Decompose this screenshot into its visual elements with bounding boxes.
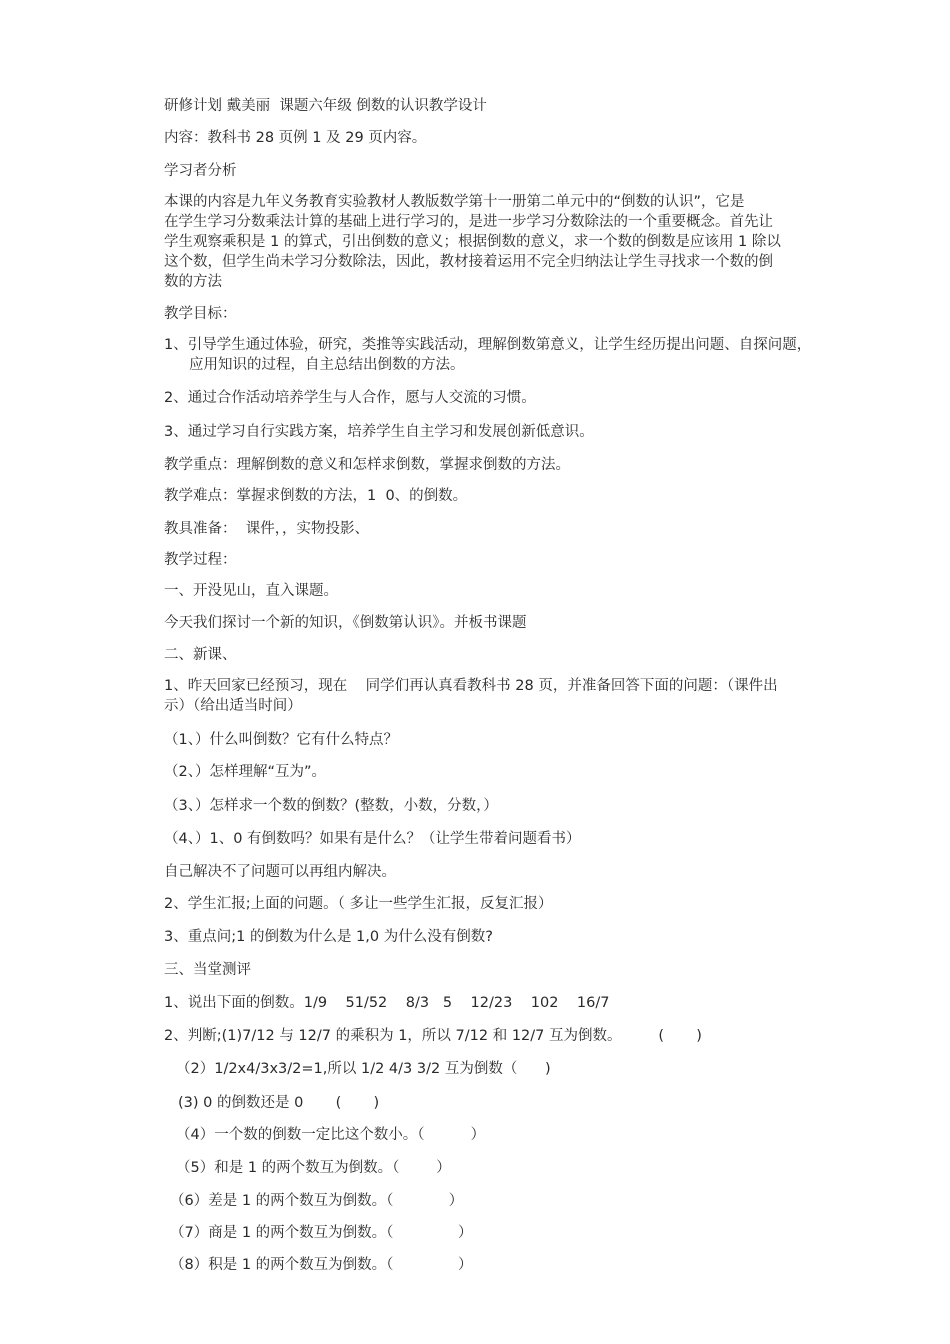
goal-1: 1、引导学生通过体验，研究，类推等实践活动，理解倒数第意义，让学生经历提出问题、自探问题， <box>164 337 812 353</box>
test-2-1: 2、判断;(1)7/12 与 12/7 的乘积为 1，所以 7/12 和 12/7 互为倒数。 ( ) <box>164 1028 702 1044</box>
content-reference: 内容：教科书 28 页例 1 及 29 页内容。 <box>164 130 427 146</box>
learner-analysis-line: 这个数，但学生尚未学习分数除法，因此，教材接着运用不完全归纳法让学生寻找求一个数的倒 <box>164 254 773 270</box>
self-solve-note: 自己解决不了问题可以再组内解决。 <box>164 864 396 880</box>
goal-1-continued: 应用知识的过程，自主总结出倒数的方法。 <box>189 357 465 373</box>
question-3: （3、）怎样求一个数的倒数？(整数，小数，分数，） <box>164 798 498 814</box>
test-2-3: (3) 0 的倒数还是 0 ( ) <box>178 1095 380 1111</box>
learner-analysis-line: 学生观察乘积是 1 的算式，引出倒数的意义；根据倒数的意义，求一个数的倒数是应该用 1 除以 <box>164 234 781 250</box>
learner-analysis-line: 数的方法 <box>164 274 222 290</box>
question-1: （1、）什么叫倒数？它有什么特点？ <box>164 732 398 748</box>
question-4: （4、）1、0 有倒数吗？如果有是什么？（让学生带着问题看书） <box>164 831 581 847</box>
learner-analysis-line: 本课的内容是九年义务教育实验教材人教版数学第十一册第二单元中的“倒数的认识”，它是 <box>164 194 745 210</box>
test-2-2: （2）1/2x4/3x3/2=1,所以 1/2 4/3 3/2 互为倒数（ ) <box>176 1061 551 1077</box>
step-1-text: 今天我们探讨一个新的知识，《倒数第认识》。并板书课题 <box>164 615 527 631</box>
step-2-item-1-continued: 示）（给出适当时间） <box>164 698 302 714</box>
goals-heading: 教学目标： <box>164 306 237 322</box>
learner-analysis-heading: 学习者分析 <box>164 163 237 179</box>
test-2-6: （6）差是 1 的两个数互为倒数。（ ） <box>170 1193 464 1209</box>
goal-2: 2、通过合作活动培养学生与人合作，愿与人交流的习惯。 <box>164 390 536 406</box>
key-point: 教学重点：理解倒数的意义和怎样求倒数，掌握求倒数的方法。 <box>164 457 570 473</box>
goal-3: 3、通过学习自行实践方案，培养学生自主学习和发展创新低意识。 <box>164 424 594 440</box>
step-2-item-1: 1、昨天回家已经预习，现在 同学们再认真看教科书 28 页，并准备回答下面的问题：（课件出 <box>164 678 778 694</box>
test-2-8: （8）积是 1 的两个数互为倒数。（ ） <box>170 1257 473 1273</box>
step-3-heading: 三、当堂测评 <box>164 962 251 978</box>
process-heading: 教学过程： <box>164 552 237 568</box>
teaching-tools: 教具准备： 课件，，实物投影、 <box>164 521 369 537</box>
question-2: （2、）怎样理解“互为”。 <box>164 764 326 780</box>
test-2-7: （7）商是 1 的两个数互为倒数。（ ） <box>170 1225 473 1241</box>
test-2-4: （4）一个数的倒数一定比这个数小。（ ） <box>176 1127 486 1143</box>
step-2-item-2: 2、学生汇报;上面的问题。（ 多让一些学生汇报，反复汇报） <box>164 896 553 912</box>
difficulty: 教学难点：掌握求倒数的方法，1 0、的倒数。 <box>164 488 468 504</box>
document-header: 研修计划 戴美丽 课题六年级 倒数的认识教学设计 <box>164 98 487 114</box>
test-1: 1、说出下面的倒数。1/9 51/52 8/3 5 12/23 102 16/7 <box>164 995 610 1011</box>
test-2-5: （5）和是 1 的两个数互为倒数。（ ） <box>176 1160 451 1176</box>
step-1-heading: 一、开没见山，直入课题。 <box>164 583 338 599</box>
learner-analysis-line: 在学生学习分数乘法计算的基础上进行学习的，是进一步学习分数除法的一个重要概念。首先让 <box>164 214 773 230</box>
step-2-heading: 二、新课、 <box>164 647 237 663</box>
step-2-item-3: 3、重点问;1 的倒数为什么是 1,0 为什么没有倒数? <box>164 929 493 945</box>
